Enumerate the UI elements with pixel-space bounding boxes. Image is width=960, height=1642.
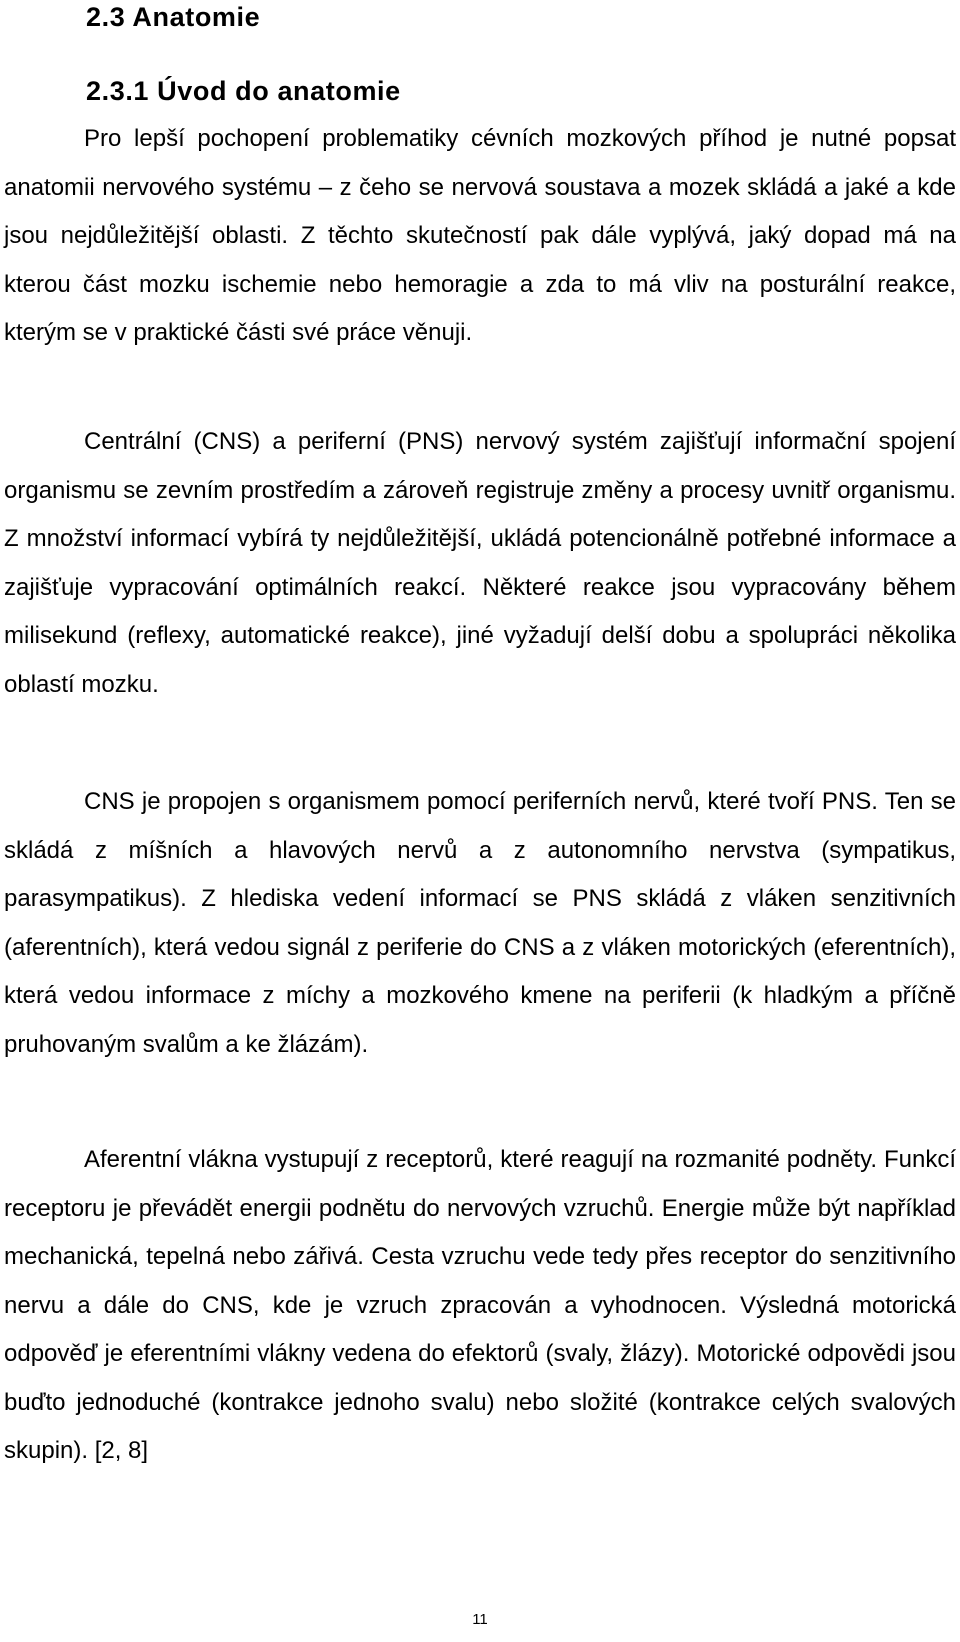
paragraph-cns-pns: Centrální (CNS) a periferní (PNS) nervový systém zajišťují informační spojení organismu se zevním prostředím a zároveň registruje změny a procesy uvnitř organismu. Z množství informací vybírá ty nejdůležitější, ukládá potencionálně potřebné informace a zajišťuje vypracování optimálních reakcí. Některé reakce jsou vypracovány během milisekund (reflexy, automatické reakce), jiné vyžadují delší dobu a spolupráci několika oblastí mozku.	[4, 428, 956, 698]
paragraph-peripheral-nerves: CNS je propojen s organismem pomocí periferních nervů, které tvoří PNS. Ten se skládá z míšních a hlavových nervů a z autonomního nervstva (sympatikus, parasympatikus). Z hlediska vedení informací se PNS skládá z vláken senzitivních (aferentních), která vedou signál z periferie do CNS a z vláken motorických (eferentních), která vedou informace z míchy a mozkového kmene na periferii (k hladkým a příčně pruhovaným svalům a ke žlázám).	[4, 788, 956, 1058]
section-heading: 2.3 Anatomie	[86, 2, 261, 32]
paragraph-intro: Pro lepší pochopení problematiky cévních mozkových příhod je nutné popsat anatomii nervového systému – z čeho se nervová soustava a mozek skládá a jaké a kde jsou nejdůležitější oblasti. Z těchto skutečností pak dále vyplývá, jaký dopad má na kterou část mozku ischemie nebo hemoragie a zda to má vliv na posturální reakce, kterým se v praktické části své práce věnuji.	[4, 125, 956, 346]
page-number: 11	[472, 1611, 488, 1628]
subsection-heading: 2.3.1 Úvod do anatomie	[86, 76, 401, 106]
paragraph-afferent-fibers: Aferentní vlákna vystupují z receptorů, které reagují na rozmanité podněty. Funkcí receptoru je převádět energii podnětu do nervových vzruchů. Energie může být například mechanická, tepelná nebo zářivá. Cesta vzruchu vede tedy přes receptor do senzitivního nervu a dále do CNS, kde je vzruch zpracován a vyhodnocen. Výsledná motorická odpověď je eferentními vlákny vedena do efektorů (svaly, žlázy). Motorické odpovědi jsou buďto jednoduché (kontrakce jednoho svalu) nebo složité (kontrakce celých svalových skupin). [2, 8]	[4, 1146, 956, 1464]
